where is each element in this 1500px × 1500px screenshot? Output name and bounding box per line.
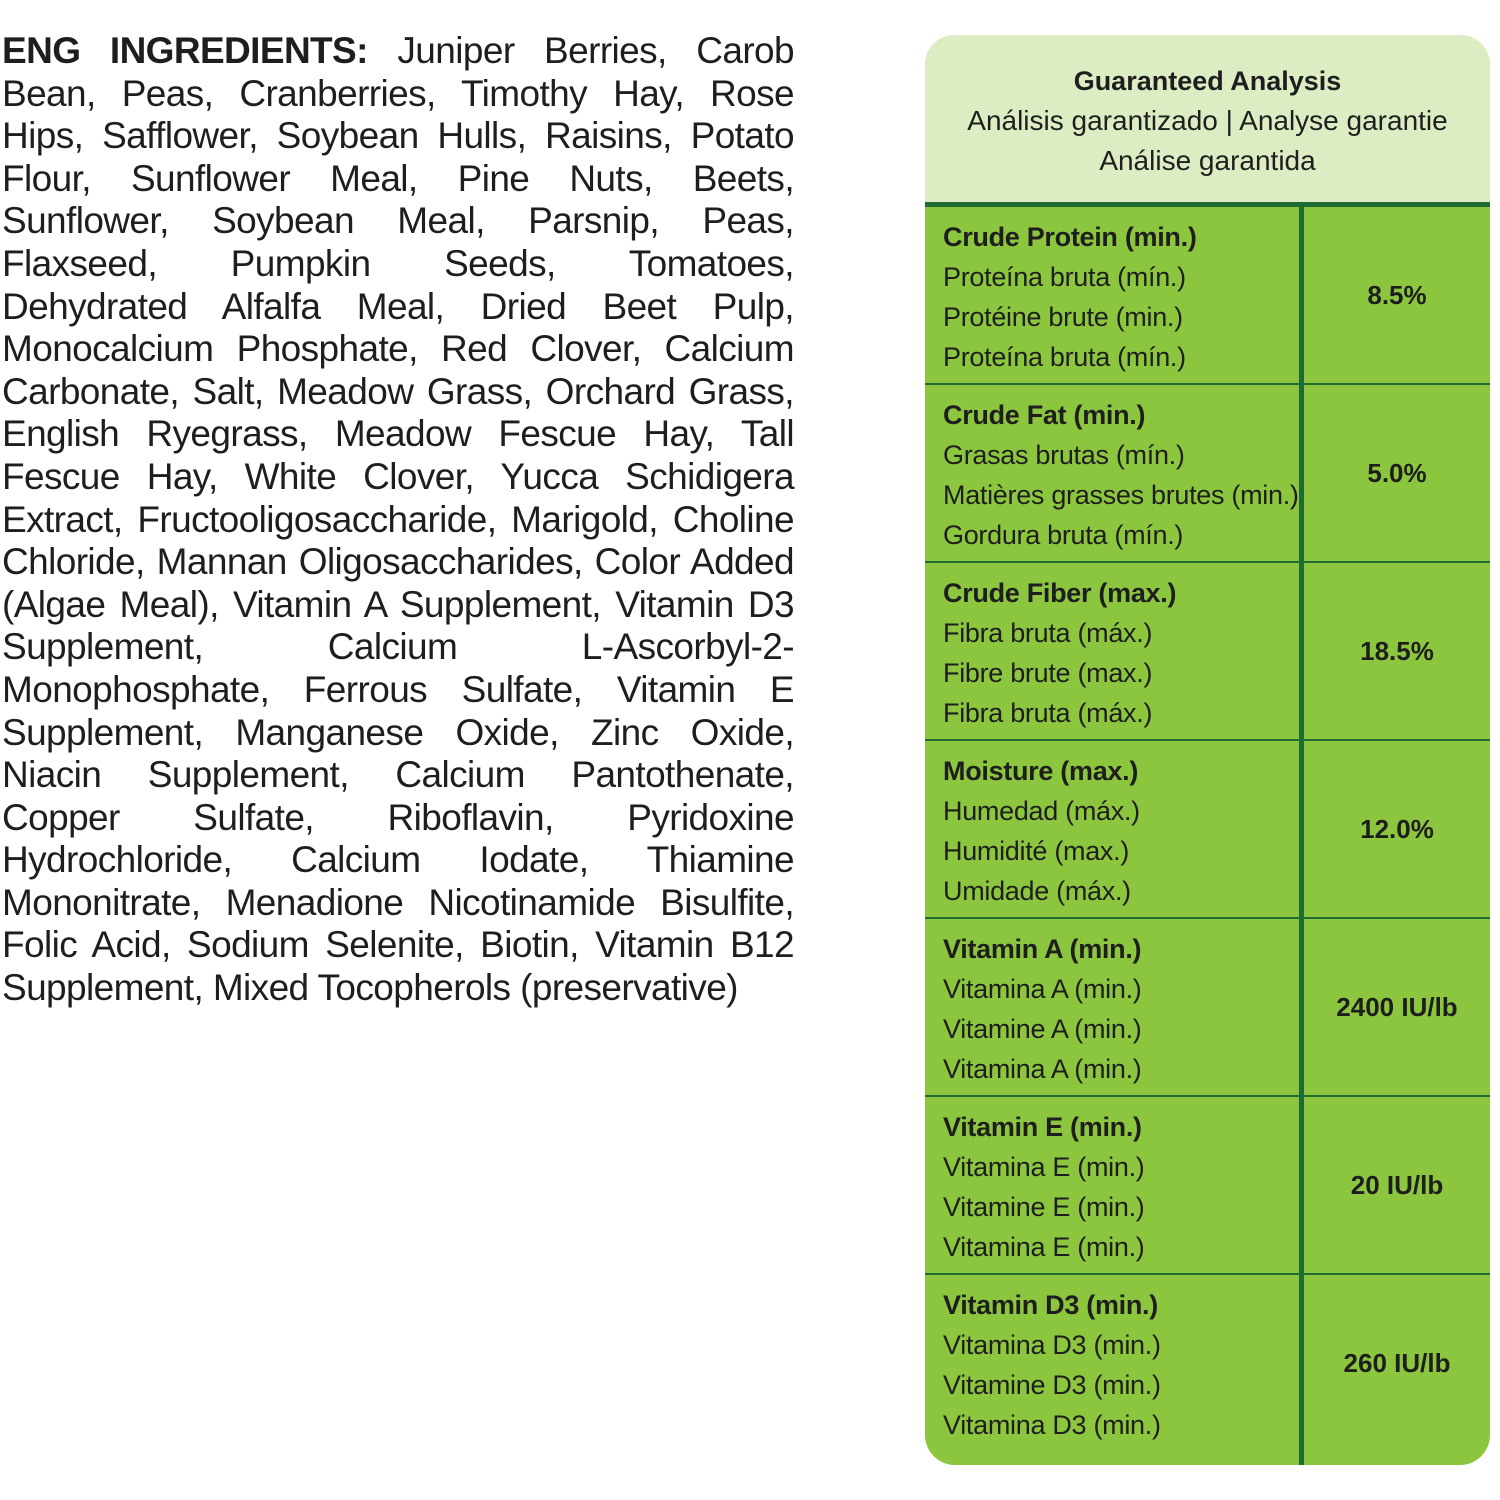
label-en: Vitamin D3 (min.) xyxy=(943,1290,1158,1320)
label-pt: Umidade (máx.) xyxy=(943,876,1131,906)
label-fr: Humidité (max.) xyxy=(943,836,1130,866)
row-value: 8.5% xyxy=(1367,279,1427,310)
row-labels xyxy=(943,929,1299,1089)
analysis-title: Guaranteed Analysis xyxy=(1073,66,1342,96)
row-value: 5.0% xyxy=(1367,457,1427,488)
label-en: Vitamin A (min.) xyxy=(943,934,1142,964)
label-es: Grasas brutas (mín.) xyxy=(943,440,1185,470)
row-value: 260 IU/lb xyxy=(1343,1347,1451,1378)
label-es: Vitamina E (min.) xyxy=(943,1152,1145,1182)
row-value: 12.0% xyxy=(1360,813,1434,844)
analysis-row-vitamin-d3 xyxy=(925,1275,1490,1453)
row-labels xyxy=(943,395,1299,555)
label-en: Vitamin E (min.) xyxy=(943,1112,1142,1142)
label-fr: Vitamine E (min.) xyxy=(943,1192,1145,1222)
analysis-row-crude-fat xyxy=(925,385,1490,563)
row-value: 20 IU/lb xyxy=(1350,1169,1444,1200)
label-en: Crude Protein (min.) xyxy=(943,222,1197,252)
label-en: Crude Fat (min.) xyxy=(943,400,1146,430)
analysis-row-moisture xyxy=(925,741,1490,919)
label-es: Vitamina D3 (min.) xyxy=(943,1330,1161,1360)
label-pt: Vitamina E (min.) xyxy=(943,1232,1145,1262)
label-fr: Matières grasses brutes (min.) xyxy=(943,480,1299,510)
label-pt: Gordura bruta (mín.) xyxy=(943,520,1184,550)
label-pt: Fibra bruta (máx.) xyxy=(943,698,1153,728)
row-labels xyxy=(943,217,1299,377)
ingredients-list: Juniper Berries, Carob Bean, Peas, Cranberries, Timothy Hay, Rose Hips, Safflower, Soybean Hulls, Raisins, Potato Flour, Sunflower Meal, Pine Nuts, Beets, Sunflower, Soybean Meal, Parsnip, Peas, Flaxseed, Pumpkin Seeds, Tomatoes, Dehydrated Alfalfa Meal, Dried Beet Pulp, Monocalcium Phosphate, Red Clover, Calcium Carbonate, Salt, Meadow Grass, Orchard Grass, English Ryegrass, Meadow Fescue Hay, Tall Fescue Hay, White Clover, Yucca Schidigera Extract, Fructooligosaccharide, Marigold, Choline Chloride, Mannan Oligosaccharides, Color Added (Algae Meal), Vitamin A Supplement, Vitamin D3 Supplement, Calcium L-Ascorbyl-2-Monophosphate, Ferrous Sulfate, Vitamin E Supplement, Manganese Oxide, Zinc Oxide, Niacin Supplement, Calcium Pantothenate, Copper Sulfate, Riboflavin, Pyridoxine Hydrochloride, Calcium Iodate, Thiamine Mononitrate, Menadione Nicotinamide Bisulfite, Folic Acid, Sodium Selenite, Biotin, Vitamin B12 Supplement, Mixed Tocopherols (preservative) xyxy=(2,30,795,1009)
analysis-row-vitamin-a xyxy=(925,919,1490,1097)
label-fr: Fibre brute (max.) xyxy=(943,658,1153,688)
analysis-header xyxy=(925,35,1490,202)
label-fr: Vitamine D3 (min.) xyxy=(943,1370,1161,1400)
row-labels xyxy=(943,1107,1299,1267)
label-pt: Proteína bruta (mín.) xyxy=(943,342,1186,372)
ingredients-paragraph xyxy=(2,30,794,1010)
row-labels xyxy=(943,751,1299,911)
analysis-subtitle-line1: Análisis garantizado | Analyse garantie xyxy=(967,105,1448,136)
analysis-row-crude-protein xyxy=(925,207,1490,385)
label-pt: Vitamina D3 (min.) xyxy=(943,1410,1161,1440)
label-en: Crude Fiber (max.) xyxy=(943,578,1177,608)
label-es: Humedad (máx.) xyxy=(943,796,1140,826)
label-es: Vitamina A (min.) xyxy=(943,974,1142,1004)
analysis-rows xyxy=(925,207,1490,1453)
row-labels xyxy=(943,573,1299,733)
label-es: Fibra bruta (máx.) xyxy=(943,618,1153,648)
label-en: Moisture (max.) xyxy=(943,756,1139,786)
analysis-row-vitamin-e xyxy=(925,1097,1490,1275)
guaranteed-analysis-panel xyxy=(925,35,1490,1465)
ingredients-title: ENG INGREDIENTS: xyxy=(2,30,368,71)
analysis-subtitle-line2: Análise garantida xyxy=(1099,145,1316,176)
label-fr: Protéine brute (min.) xyxy=(943,302,1183,332)
label-fr: Vitamine A (min.) xyxy=(943,1014,1142,1044)
row-value: 2400 IU/lb xyxy=(1336,991,1458,1022)
label-pt: Vitamina A (min.) xyxy=(943,1054,1142,1084)
row-labels xyxy=(943,1285,1299,1445)
row-value: 18.5% xyxy=(1360,635,1434,666)
label-es: Proteína bruta (mín.) xyxy=(943,262,1186,292)
analysis-row-crude-fiber xyxy=(925,563,1490,741)
